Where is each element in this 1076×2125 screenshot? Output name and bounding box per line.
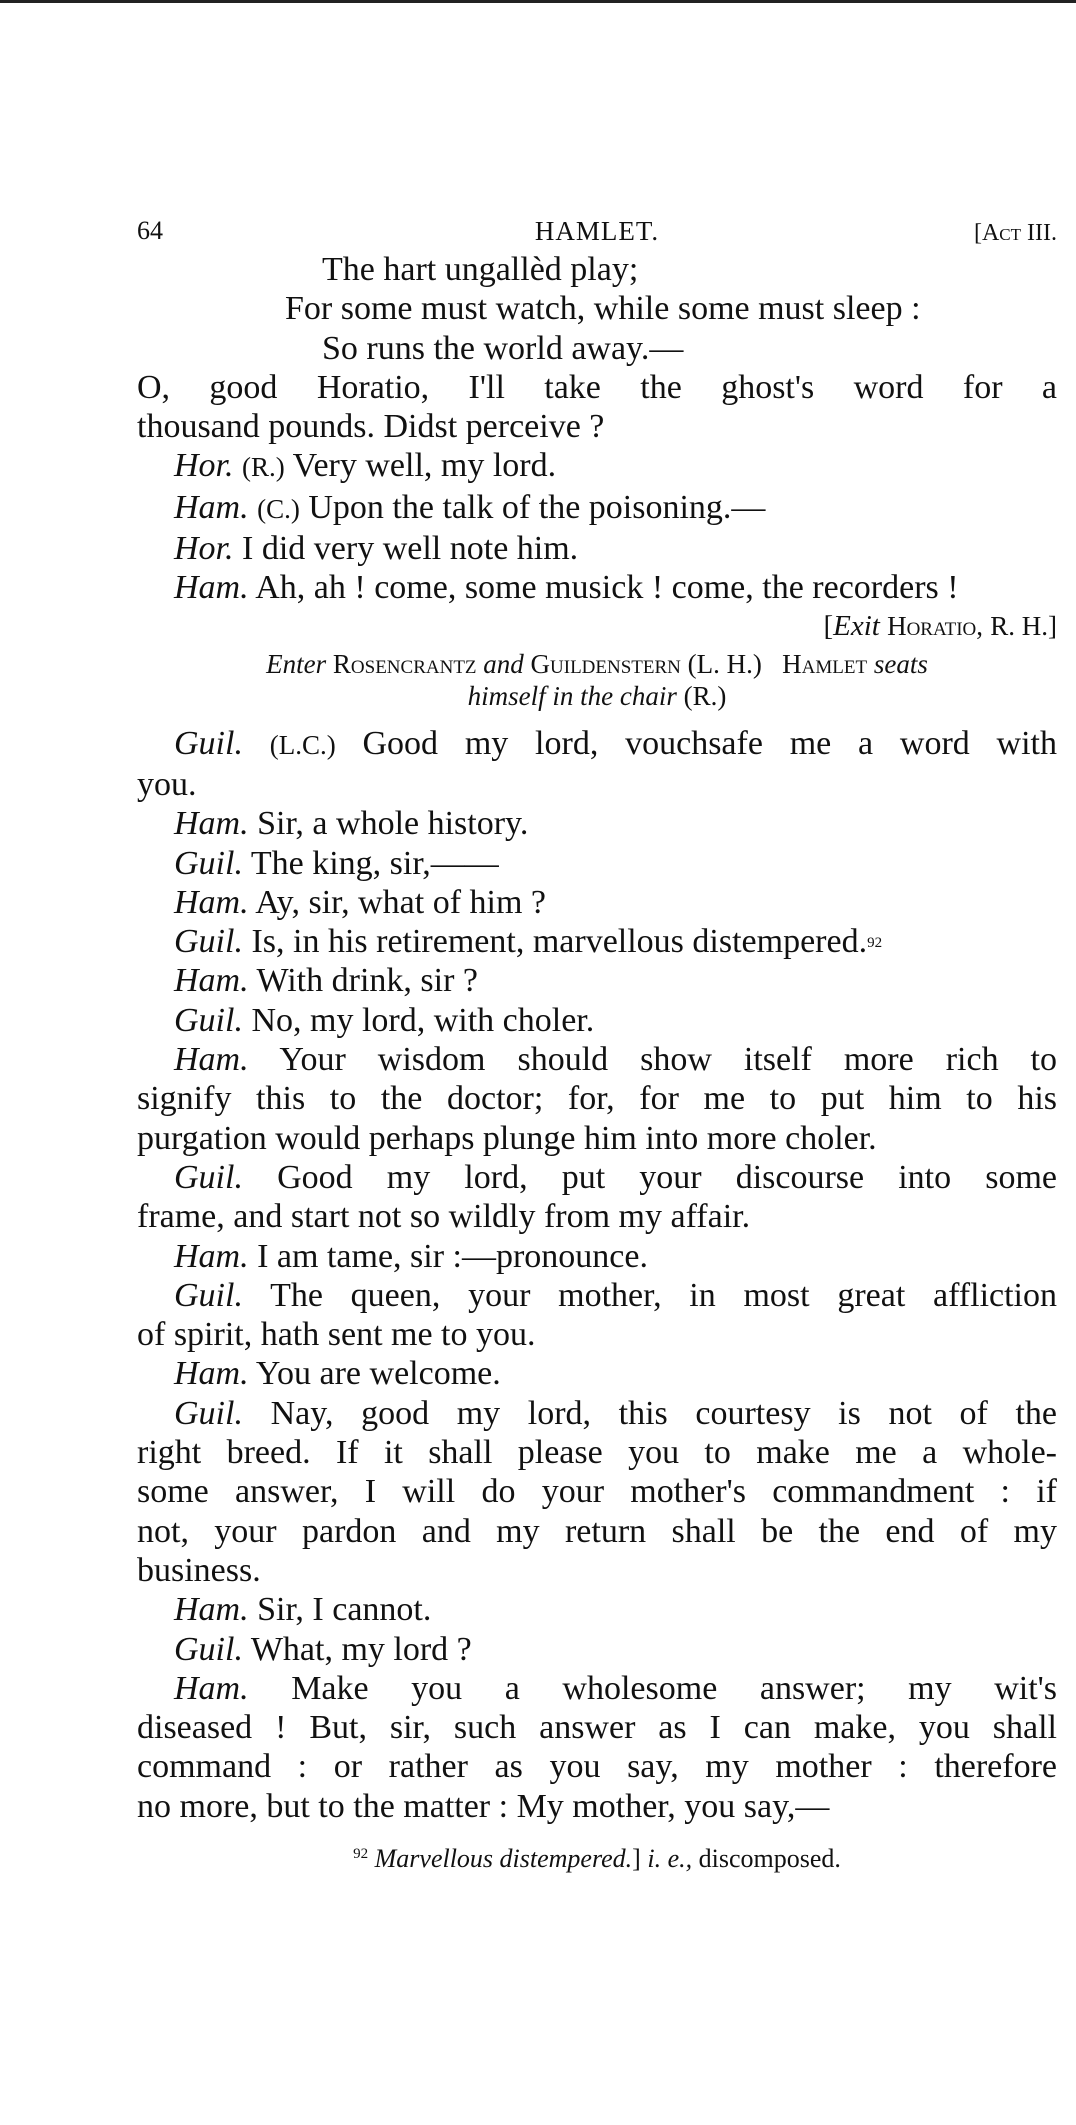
speech-text: Good my lord, vouchsafe me a word with: [362, 724, 1058, 762]
footnote-ref[interactable]: 92: [867, 935, 883, 952]
exit-verb: Exit: [833, 609, 880, 642]
stage-position: (C.): [257, 493, 300, 524]
exit-direction: [137, 608, 1057, 644]
running-title: HAMLET.: [534, 216, 660, 246]
bracket: [: [823, 609, 834, 642]
speech-text: Upon the talk of the poisoning.—: [308, 488, 766, 526]
speech-text: Ah, ah ! come, some musick ! come, the recorders !: [255, 569, 959, 607]
speech-line: [137, 1669, 1057, 1708]
speech-line: some answer, I will do your mother's commandment : if: [137, 1473, 1057, 1511]
footnote-bracket: ]: [632, 1843, 641, 1873]
stage-direction: [137, 648, 1057, 712]
speaker-name: Ham.: [174, 1591, 249, 1629]
sd-rest: himself in the chair: [467, 680, 677, 711]
speech-line: [137, 883, 1057, 922]
speech-line: right breed. If it shall please you to make me a whole-: [137, 1434, 1057, 1472]
speech-line: [137, 922, 1057, 961]
speech-line: [137, 804, 1057, 843]
character-name: Hamlet: [782, 648, 868, 679]
speech-line: [137, 1276, 1057, 1315]
speech-text: What, my lord ?: [250, 1630, 472, 1668]
speaker-name: Ham.: [174, 805, 249, 843]
character-name: Horatio,: [887, 610, 983, 641]
speech-line: [137, 961, 1057, 1000]
running-header: [137, 200, 1057, 250]
speech-line: business.: [137, 1551, 261, 1589]
speaker-name: Ham.: [174, 1041, 249, 1079]
speaker-name: Guil.: [174, 1276, 243, 1314]
speech-line: [137, 1158, 1057, 1197]
speech-text: The queen, your mother, in most great affliction: [270, 1276, 1058, 1314]
speech-line: no more, but to the matter : My mother, you say,—: [137, 1787, 830, 1825]
speech-text: No, my lord, with choler.: [251, 1001, 595, 1039]
song-line: So runs the world away.—: [322, 329, 684, 367]
speech-line: you.: [137, 765, 197, 803]
speech-line: [137, 568, 1057, 607]
sd-seats: seats: [873, 648, 928, 679]
speech-line: [137, 1394, 1057, 1433]
speech-line: [137, 1630, 1057, 1669]
speaker-name: Ham.: [174, 569, 249, 607]
speech-line: not, your pardon and my return shall be the end of my: [137, 1512, 1057, 1550]
footnote-number: 92: [353, 1845, 369, 1862]
speech-text: The king, sir,——: [250, 844, 499, 882]
stage-position: (L. H.): [687, 648, 762, 679]
speech-line: purgation would perhaps plunge him into more choler.: [137, 1119, 877, 1157]
speech-line: [137, 1590, 1057, 1629]
speech-line: signify this to the doctor; for, for me to put him to his: [137, 1080, 1057, 1118]
book-page: [137, 200, 1057, 1874]
speaker-name: Guil.: [174, 1001, 243, 1039]
stage-position: R. H.]: [990, 610, 1057, 641]
speech-line: frame, and start not so wildly from my affair.: [137, 1198, 751, 1236]
stage-position: (R.): [683, 680, 727, 711]
speech-text: Your wisdom should show itself more rich to: [279, 1041, 1057, 1079]
speech-text: I did very well note him.: [242, 530, 579, 568]
speaker-name: Guil.: [174, 1158, 243, 1196]
speech-text: I am tame, sir :—pronounce.: [257, 1237, 648, 1275]
footnote-ie: i. e.,: [647, 1843, 693, 1873]
stage-position: (L.C.): [269, 729, 336, 760]
speech-line: command : or rather as you say, my mother : therefore: [137, 1748, 1057, 1786]
speech-line: [137, 844, 1057, 883]
speech-line: [137, 1354, 1057, 1393]
speech-text: Ay, sir, what of him ?: [255, 883, 546, 921]
footnote-text: discomposed.: [698, 1843, 841, 1873]
song-line: For some must watch, while some must sleep :: [285, 290, 921, 328]
speaker-name: Guil.: [174, 844, 243, 882]
speech-line: [137, 529, 1057, 568]
sd-enter: Enter: [266, 648, 327, 679]
speech-text: Is, in his retirement, marvellous distempered.: [251, 923, 868, 961]
speaker-name: Ham.: [174, 1669, 249, 1707]
speaker-name: Hor.: [174, 530, 234, 568]
speech-text: Good my lord, put your discourse into some: [277, 1158, 1057, 1196]
speech-text: Nay, good my lord, this courtesy is not of the: [270, 1394, 1057, 1432]
speech-line: [137, 1237, 1057, 1276]
speech-line: [137, 1001, 1057, 1040]
speaker-name: Ham.: [174, 962, 249, 1000]
speech-text: With drink, sir ?: [256, 962, 478, 1000]
footnote: [137, 1844, 1057, 1874]
speaker-name: Guil.: [174, 1394, 243, 1432]
character-name: Guildenstern: [530, 648, 681, 679]
page-number: 64: [137, 216, 163, 245]
top-rule: [0, 0, 1076, 3]
act-label: [Act III.: [973, 220, 1057, 246]
speaker-name: Guil.: [174, 923, 243, 961]
speech-line: O, good Horatio, I'll take the ghost's word for a: [137, 368, 1057, 406]
footnote-phrase: Marvellous distempered.: [374, 1843, 633, 1873]
speech-text: You are welcome.: [255, 1355, 501, 1393]
stage-position: (R.): [242, 452, 285, 483]
speaker-name: Hor.: [174, 447, 234, 485]
speech-text: Make you a wholesome answer; my wit's: [291, 1669, 1057, 1707]
speaker-name: Ham.: [174, 1355, 249, 1393]
speaker-name: Ham.: [174, 1237, 249, 1275]
speech-text: Very well, my lord.: [292, 447, 557, 485]
speech-line: [137, 1040, 1057, 1079]
speaker-name: Ham.: [174, 883, 249, 921]
speaker-name: Guil.: [174, 724, 243, 762]
speech-text: Sir, a whole history.: [257, 805, 529, 843]
sd-and: and: [483, 648, 524, 679]
speech-line: diseased ! But, sir, such answer as I can make, you shall: [137, 1709, 1057, 1747]
speech-line: [137, 446, 1057, 487]
speech-text: Sir, I cannot.: [257, 1591, 432, 1629]
speech-line: [137, 724, 1057, 765]
speech-line: [137, 488, 1057, 529]
speech-line: thousand pounds. Didst perceive ?: [137, 408, 605, 446]
character-name: Rosencrantz: [332, 648, 477, 679]
speech-line: of spirit, hath sent me to you.: [137, 1316, 536, 1354]
speaker-name: Guil.: [174, 1630, 243, 1668]
song-line: The hart ungallèd play;: [322, 251, 639, 288]
speaker-name: Ham.: [174, 488, 249, 526]
